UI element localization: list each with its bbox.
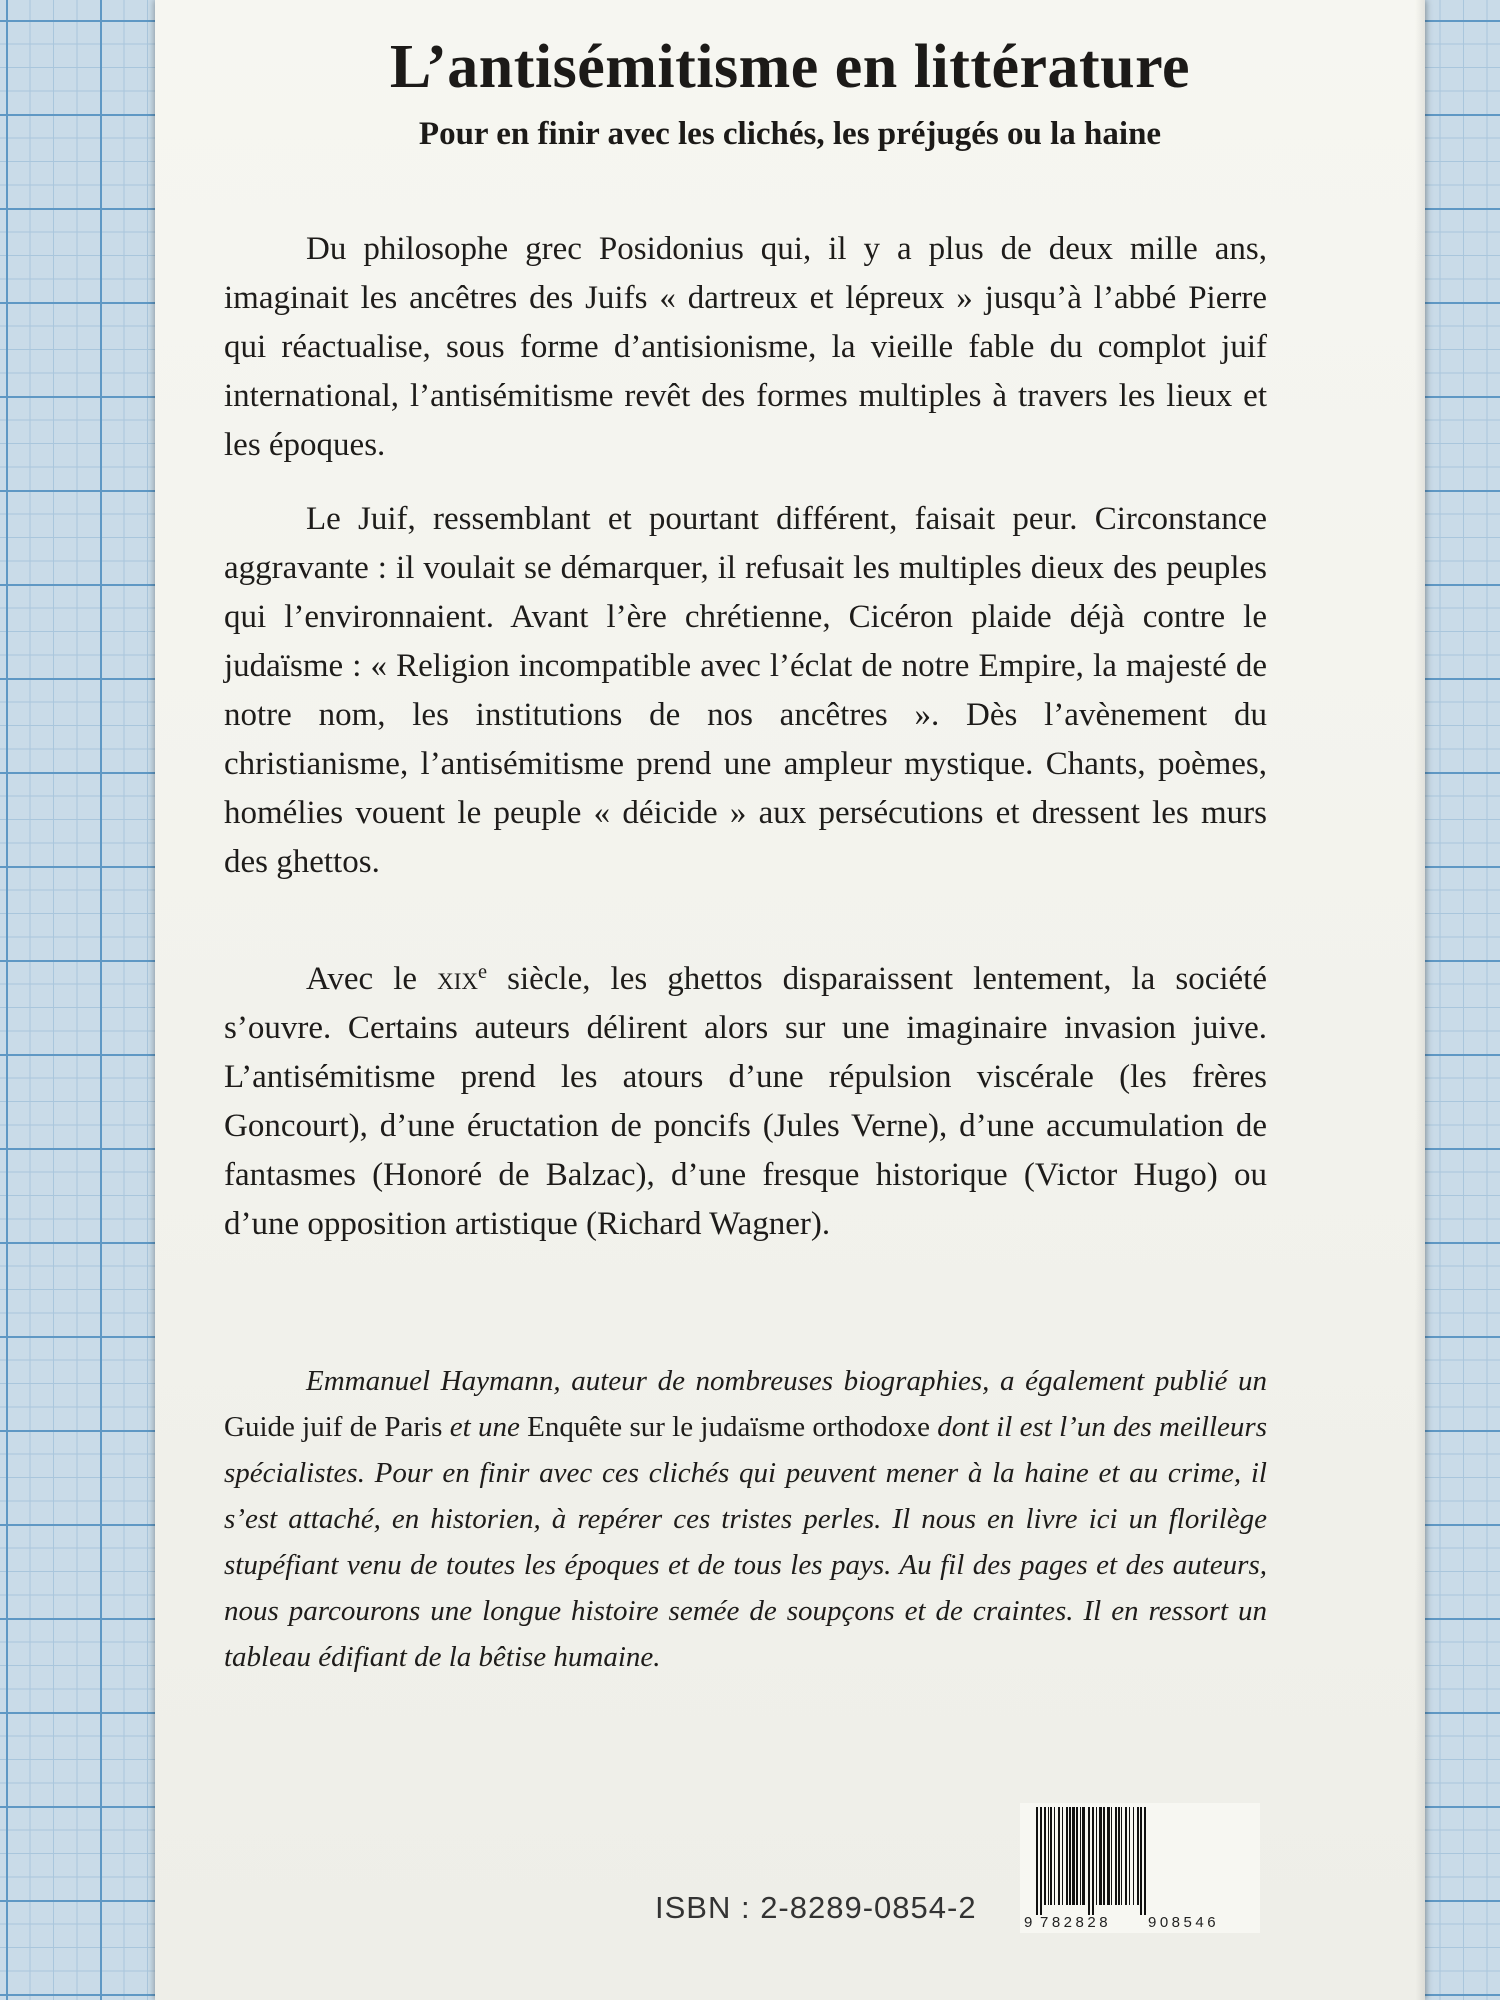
barcode-guard-bar <box>1088 1807 1090 1915</box>
barcode <box>1020 1803 1260 1933</box>
barcode-guard-bar <box>1140 1807 1142 1915</box>
barcode-bar <box>1111 1807 1112 1905</box>
barcode-bar <box>1129 1807 1130 1905</box>
bio-book-title-2: Enquête sur le judaïsme orthodoxe <box>527 1411 930 1443</box>
book-subtitle: Pour en finir avec les clichés, les préjugés ou la haine <box>418 116 1162 152</box>
century-numeral: xix <box>437 961 478 997</box>
barcode-bar <box>1133 1807 1134 1905</box>
barcode-bar <box>1118 1807 1120 1905</box>
barcode-bar <box>1058 1807 1060 1905</box>
barcode-lead-digit: 9 <box>1024 1914 1033 1931</box>
bio-part-1: Emmanuel Haymann, auteur de nombreuses biographies, a également publié un <box>306 1365 1267 1397</box>
barcode-bar <box>1096 1807 1097 1905</box>
book-title: L’antisémitisme en littérature <box>389 33 1191 101</box>
century-superscript: e <box>477 960 488 983</box>
author-bio <box>224 1358 1267 1680</box>
barcode-bar <box>1044 1807 1046 1905</box>
barcode-right-digits: 908546 <box>1148 1914 1220 1931</box>
barcode-bar <box>1080 1807 1081 1905</box>
barcode-bar <box>1125 1807 1127 1905</box>
barcode-bar <box>1050 1807 1052 1905</box>
barcode-bar <box>1054 1807 1055 1905</box>
barcode-bar <box>1048 1807 1049 1905</box>
bio-part-3: dont il est l’un des meilleurs spécialistes. Pour en finir avec ces clichés qui peuvent mener à la haine et au crime, il s’est attaché, en historien, à repérer ces tristes perles. Il nous en livre ici un florilège stupéfiant venu de toutes les époques et de tous les pays. Au fil des pages et des auteurs, nous parcourons une longue histoire semée de soupçons et de craintes. Il en ressort un tableau édifiant de la bêtise humaine. <box>224 1411 1267 1673</box>
blurb-paragraph-3 <box>224 955 1267 1249</box>
bio-part-2: et une <box>442 1411 528 1443</box>
paragraph-3-lead: Avec le <box>306 961 438 997</box>
barcode-bar <box>1121 1807 1122 1905</box>
blurb-paragraph-2: Le Juif, ressemblant et pourtant différent, faisait peur. Circonstance aggravante : il voulait se démarquer, il refusait les multiples dieux des peuples qui l’environnaient. Avant l’ère chrétienne, Cicéron plaide déjà contre le judaïsme : « Religion incompatible avec l’éclat de notre Empire, la majesté de notre nom, les institutions de nos ancêtres ». Dès l’avènement du christianisme, l’antisémitisme prend une ampleur mystique. Chants, poèmes, homélies vouent le peuple « déicide » aux persécutions et dressent les murs des ghettos. <box>224 501 1267 880</box>
bio-book-title-1: Guide juif de Paris <box>224 1411 443 1443</box>
paragraph-3-rest: siècle, les ghettos disparaissent lentement, la société s’ouvre. Certains auteurs délirent alors sur une imaginaire invasion juive. L’antisémitisme prend les atours d’une répulsion viscérale (les frères Goncourt), d’une éructation de poncifs (Jules Verne), d’une accumulation de fantasmes (Honoré de Balzac), d’une fresque historique (Victor Hugo) ou d’une opposition artistique (Richard Wagner). <box>224 961 1267 1242</box>
isbn-label: ISBN : 2-8289-0854-2 <box>655 1890 977 1925</box>
barcode-guard-bar <box>1144 1807 1146 1915</box>
barcode-bar <box>1076 1807 1078 1905</box>
barcode-bar <box>1062 1807 1063 1905</box>
barcode-bar <box>1099 1807 1102 1905</box>
book-back-cover <box>155 0 1425 2000</box>
barcode-bar <box>1069 1807 1071 1905</box>
barcode-bar <box>1137 1807 1139 1905</box>
barcode-guard-bar <box>1036 1807 1038 1915</box>
barcode-left-digits: 782828 <box>1040 1914 1112 1931</box>
cover-edge-shadow <box>1415 0 1425 2000</box>
barcode-bar <box>1066 1807 1068 1905</box>
barcode-bar <box>1107 1807 1110 1905</box>
barcode-bar <box>1082 1807 1085 1905</box>
barcode-guard-bar <box>1092 1807 1094 1915</box>
barcode-bar <box>1072 1807 1075 1905</box>
barcode-guard-bar <box>1040 1807 1042 1915</box>
blurb-paragraph-1: Du philosophe grec Posidonius qui, il y a plus de deux mille ans, imaginait les ancêtres des Juifs « dartreux et lépreux » jusqu’à l’abbé Pierre qui réactualise, sous forme d’antisionisme, la vieille fable du complot juif international, l’antisémitisme revêt des formes multiples à travers les lieux et les époques. <box>224 231 1267 463</box>
barcode-bar <box>1103 1807 1105 1905</box>
barcode-bar <box>1115 1807 1117 1905</box>
barcode-graphic <box>1020 1803 1260 1933</box>
